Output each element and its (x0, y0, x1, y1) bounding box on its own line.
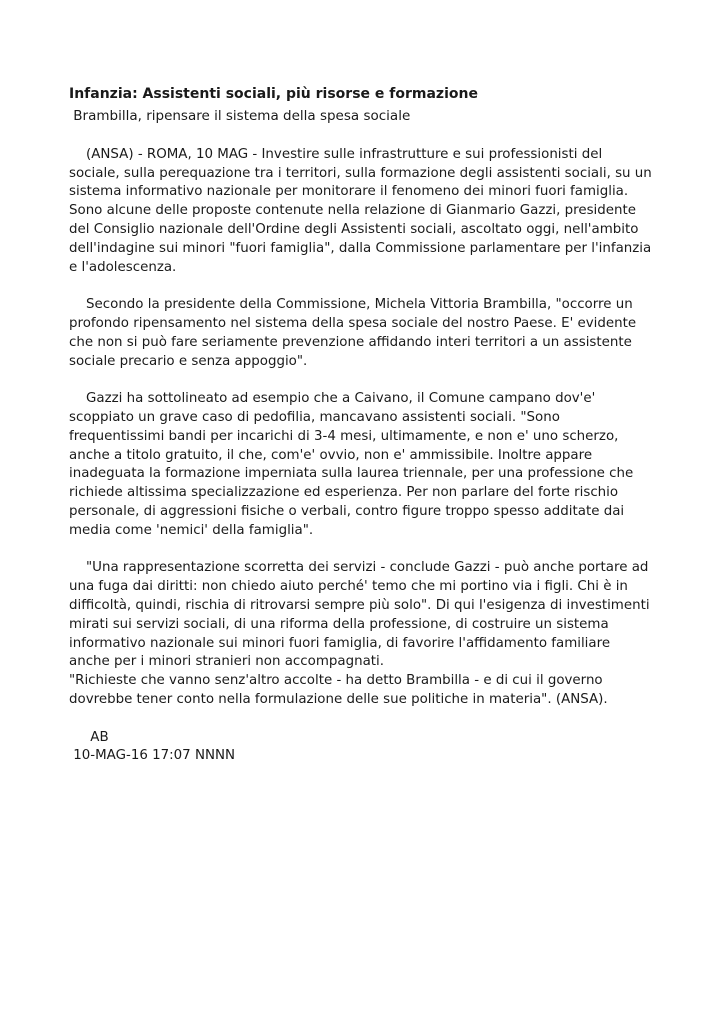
paragraph-line: personale, di aggressioni fisiche o verbali, contro figure troppo spesso additate dai (69, 503, 625, 519)
paragraph-line: scoppiato un grave caso di pedofilia, mancavano assistenti sociali. "Sono (69, 409, 560, 425)
paragraph (69, 390, 669, 540)
paragraph-line: frequentissimi bandi per incarichi di 3-4 mesi, ultimamente, e non e' uno scherzo, (69, 428, 619, 444)
paragraph (69, 146, 669, 278)
paragraph-spacer (69, 371, 669, 390)
spacer (69, 127, 669, 146)
paragraph-line: informativo nazionale sui minori fuori famiglia, di favorire l'affidamento familiare (69, 635, 611, 651)
paragraph-line: anche per i minori stranieri non accompagnati. (69, 654, 385, 670)
paragraph-line: dell'indagine sui minori "fuori famiglia", dalla Commissione parlamentare per l'infanzia (69, 240, 652, 256)
paragraph-line: "Richieste che vanno senz'altro accolte - ha detto Brambilla - e di cui il governo (69, 673, 603, 689)
paragraph-line: che non si può fare seriamente prevenzione affidando interi territori a un assistente (69, 334, 632, 350)
article-title: Infanzia: Assistenti sociali, più risorse e formazione (69, 86, 478, 102)
spacer (69, 710, 669, 729)
paragraph-line: sociale precario e senza appoggio". (69, 353, 308, 369)
paragraph-line: richiede altissima specializzazione ed esperienza. Per non parlare del forte rischio (69, 485, 619, 501)
paragraph-line: inadeguata la formazione imperniata sulla laurea triennale, per una professione che (69, 466, 634, 482)
paragraph-line: Gazzi ha sottolineato ad esempio che a Caivano, il Comune campano dov'e' (69, 391, 596, 407)
paragraph-spacer (69, 541, 669, 560)
paragraph (69, 559, 669, 709)
paragraph (69, 296, 669, 371)
paragraph-line: e l'adolescenza. (69, 259, 177, 275)
paragraph-line: Sono alcune delle proposte contenute nella relazione di Gianmario Gazzi, presidente (69, 203, 636, 219)
paragraph-line: del Consiglio nazionale dell'Ordine degli Assistenti sociali, ascoltato oggi, nell'ambito (69, 221, 639, 237)
article-body (69, 146, 669, 710)
paragraph-line: mirati sui servizi sociali, di una riforma della professione, di costruire un sistema (69, 616, 609, 632)
paragraph-line: media come 'nemici' della famiglia". (69, 522, 314, 538)
paragraph-line: dovrebbe tener conto nella formulazione delle sue politiche in materia". (ANSA). (69, 691, 608, 707)
paragraph-spacer (69, 277, 669, 296)
paragraph-line: una fuga dai diritti: non chiedo aiuto perché' temo che mi portino via i figli. Chi è in (69, 579, 628, 595)
paragraph-line: "Una rappresentazione scorretta dei servizi - conclude Gazzi - può anche portare ad (69, 560, 649, 576)
paragraph-line: Secondo la presidente della Commissione, Michela Vittoria Brambilla, "occorre un (69, 297, 633, 313)
author-signature: AB (69, 729, 109, 745)
paragraph-line: sistema informativo nazionale per monitorare il fenomeno dei minori fuori famiglia. (69, 184, 629, 200)
dateline: 10-MAG-16 17:07 NNNN (69, 748, 236, 764)
article-subtitle: Brambilla, ripensare il sistema della spesa sociale (69, 108, 411, 124)
paragraph-line: difficoltà, quindi, rischia di ritrovarsi sempre più solo". Di qui l'esigenza di investimenti (69, 597, 650, 613)
paragraph-line: anche a titolo gratuito, il che, com'e' ovvio, non e' ammissibile. Inoltre appare (69, 447, 593, 463)
document-page (69, 83, 669, 766)
paragraph-line: (ANSA) - ROMA, 10 MAG - Investire sulle infrastrutture e sui professionisti del (69, 146, 603, 162)
paragraph-line: profondo ripensamento nel sistema della spesa sociale del nostro Paese. E' evidente (69, 315, 637, 331)
paragraph-line: sociale, sulla perequazione tra i territori, sulla formazione degli assistenti sociali, su un (69, 165, 652, 181)
